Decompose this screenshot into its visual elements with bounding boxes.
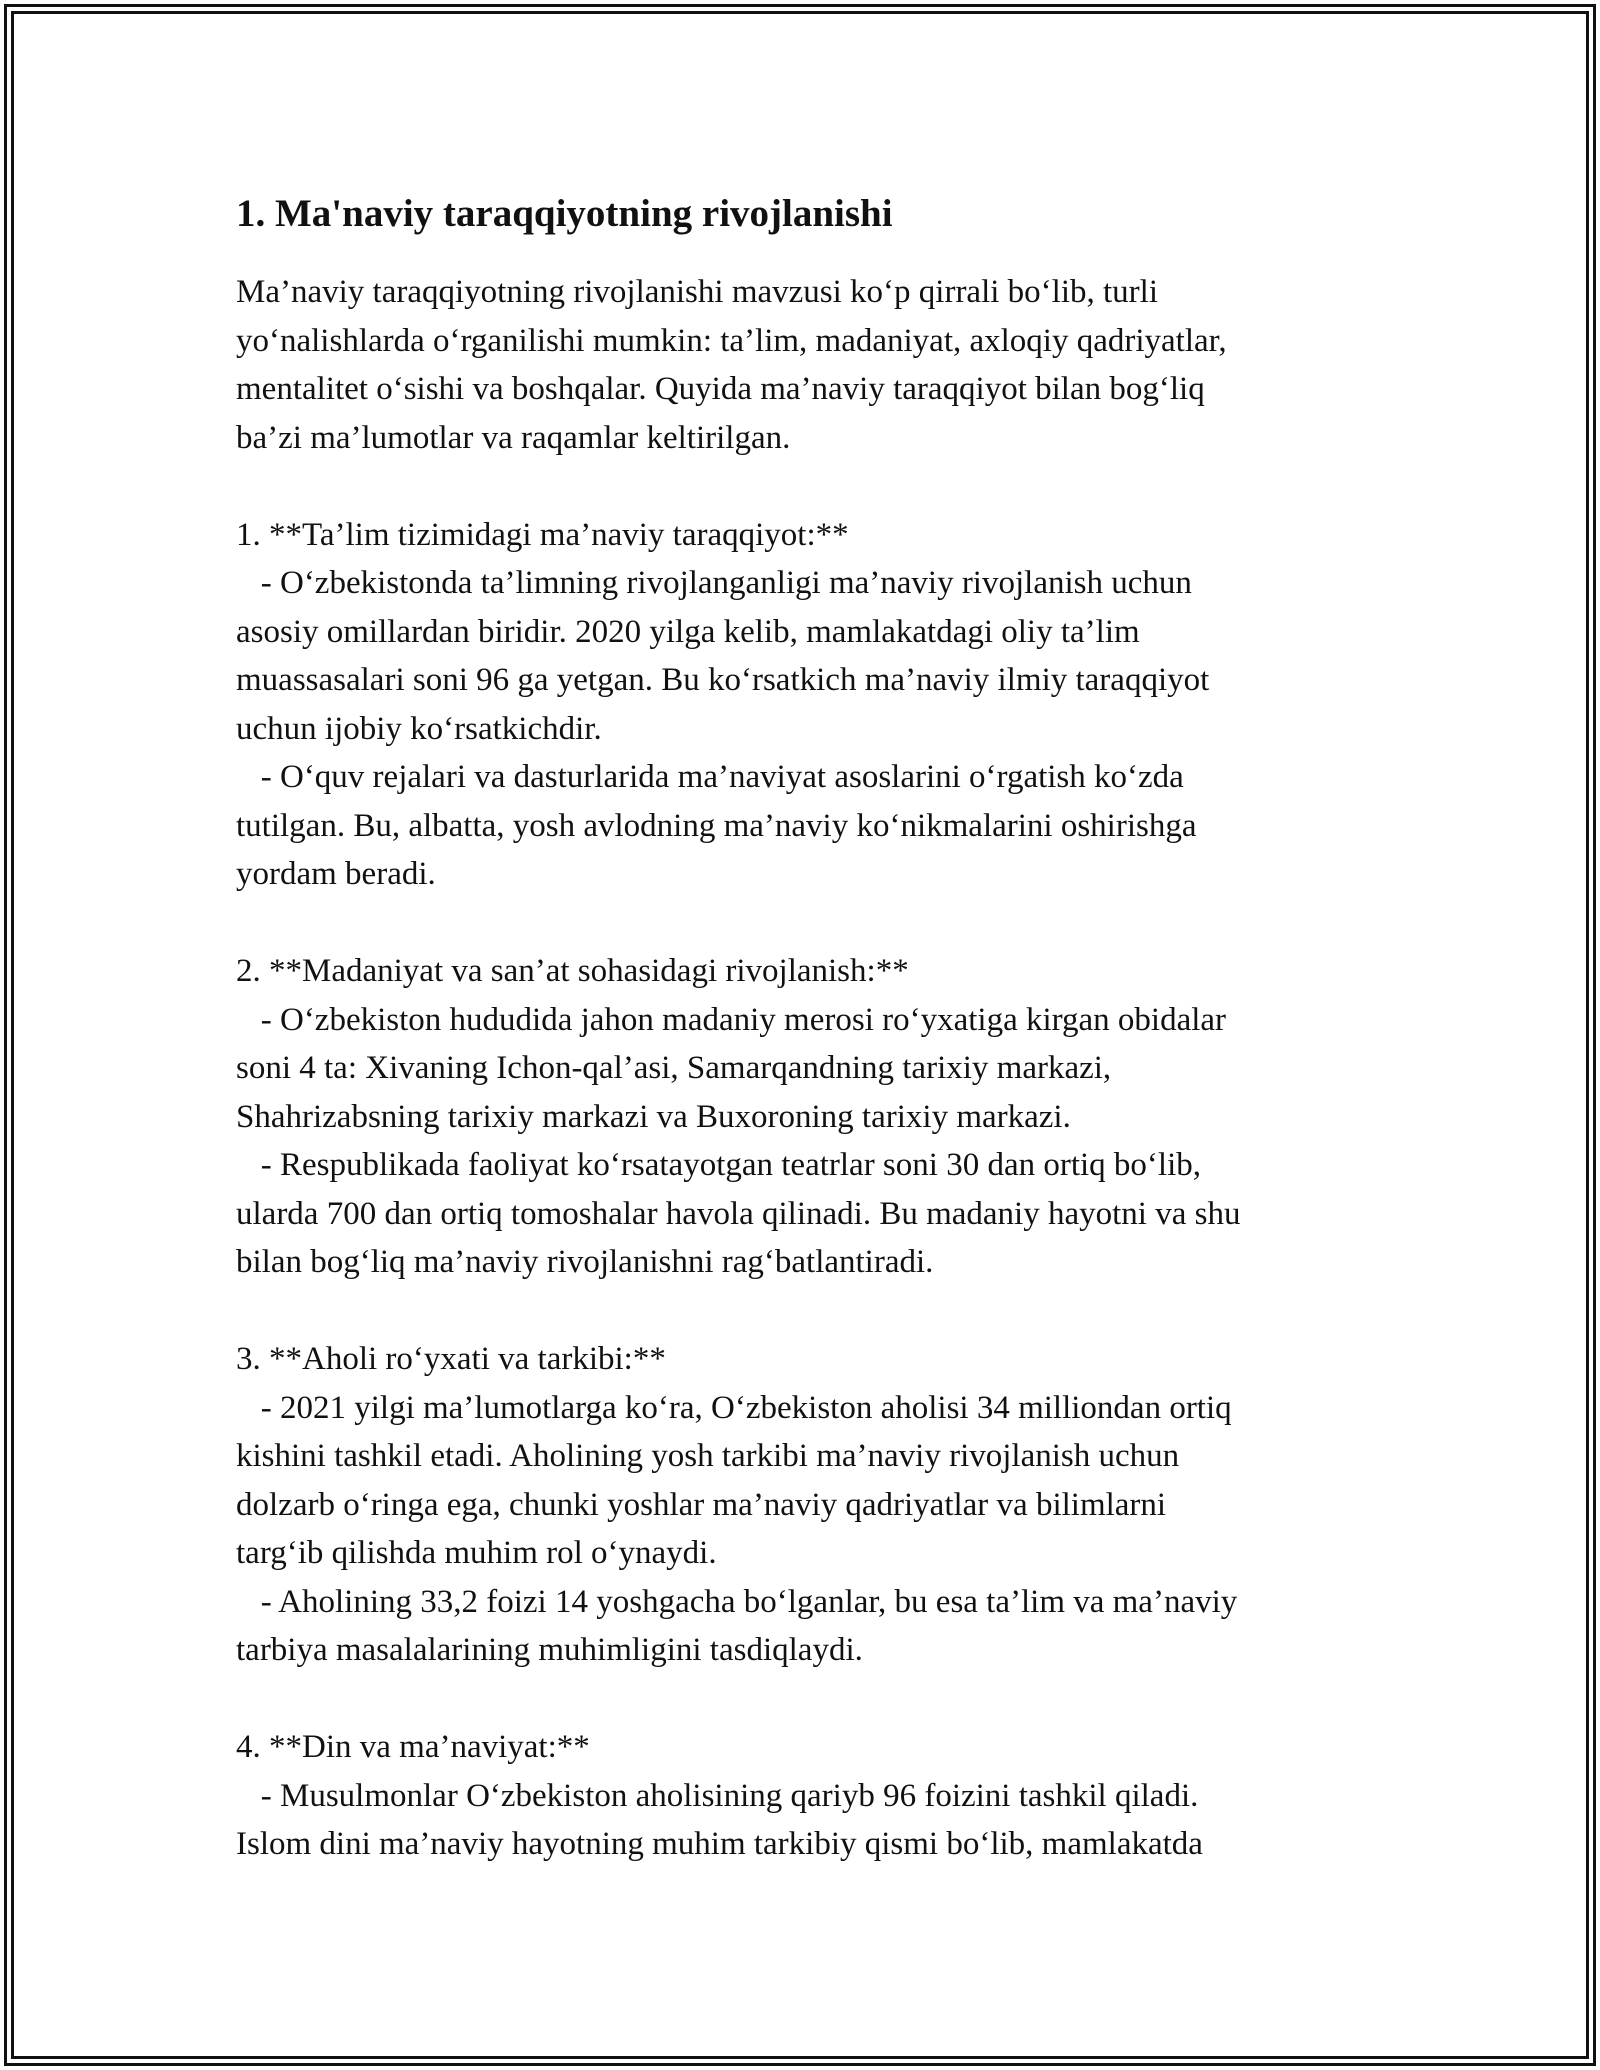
list-item-title: 1. **Ta’lim tizimidagi ma’naviy taraqqiyot:** [236, 516, 849, 553]
text-line: - O‘zbekiston hududida jahon madaniy merosi ro‘yxatiga kirgan obidalar [236, 1001, 1227, 1038]
text-line: muassasalari soni 96 ga yetgan. Bu ko‘rsatkich ma’naviy ilmiy taraqqiyot [236, 662, 1210, 698]
text-line: asosiy omillardan biridir. 2020 yilga kelib, mamlakatdagi oliy ta’lim [236, 613, 1140, 650]
text-line: kishini tashkil etadi. Aholining yosh tarkibi ma’naviy rivojlanish uchun [236, 1438, 1180, 1474]
text-line: ba’zi ma’lumotlar va raqamlar keltirilgan. [236, 419, 791, 456]
paragraph-gap [236, 1287, 1376, 1336]
text-line: - Respublikada faoliyat ko‘rsatayotgan teatrlar soni 30 dan ortiq bo‘lib, [236, 1147, 1201, 1183]
paragraph-gap [236, 1675, 1376, 1724]
paragraph-gap [236, 462, 1376, 511]
section-population [236, 1335, 1376, 1675]
text-line: yordam beradi. [236, 856, 436, 892]
text-line: tutilgan. Bu, albatta, yosh avlodning ma’naviy ko‘nikmalarini oshirishga [236, 807, 1197, 844]
section-education [236, 511, 1376, 899]
list-item-title: 2. **Madaniyat va san’at sohasidagi rivojlanish:** [236, 953, 909, 989]
intro-paragraph [236, 268, 1376, 462]
text-line: - O‘quv rejalari va dasturlarida ma’naviyat asoslarini o‘rgatish ko‘zda [236, 759, 1184, 795]
text-line: ularda 700 dan ortiq tomoshalar havola qilinadi. Bu madaniy hayotni va shu [236, 1195, 1241, 1232]
text-line: - O‘zbekistonda ta’limning rivojlanganligi ma’naviy rivojlanish uchun [236, 565, 1192, 601]
text-line: - 2021 yilgi ma’lumotlarga ko‘ra, O‘zbekiston aholisi 34 milliondan ortiq [236, 1389, 1232, 1426]
text-line: Shahrizabsning tarixiy markazi va Buxoroning tarixiy markazi. [236, 1098, 1071, 1135]
list-item-title: 3. **Aholi ro‘yxati va tarkibi:** [236, 1341, 666, 1377]
text-line: mentalitet o‘sishi va boshqalar. Quyida ma’naviy taraqqiyot bilan bog‘liq [236, 371, 1205, 407]
text-line: - Aholining 33,2 foizi 14 yoshgacha bo‘lganlar, bu esa ta’lim va ma’naviy [236, 1583, 1238, 1620]
section-culture [236, 947, 1376, 1287]
text-line: bilan bog‘liq ma’naviy rivojlanishni rag‘batlantiradi. [236, 1244, 934, 1280]
text-line: uchun ijobiy ko‘rsatkichdir. [236, 710, 602, 747]
list-item-title: 4. **Din va ma’naviyat:** [236, 1729, 590, 1765]
text-line: Islom dini ma’naviy hayotning muhim tarkibiy qismi bo‘lib, mamlakatda [236, 1826, 1203, 1862]
paragraph-gap [236, 899, 1376, 948]
text-line: dolzarb o‘ringa ega, chunki yoshlar ma’naviy qadriyatlar va bilimlarni [236, 1486, 1167, 1523]
text-line: targ‘ib qilishda muhim rol o‘ynaydi. [236, 1535, 717, 1571]
text-line: - Musulmonlar O‘zbekiston aholisining qariyb 96 foizini tashkil qiladi. [236, 1777, 1199, 1814]
section-religion [236, 1723, 1376, 1869]
text-line: soni 4 ta: Xivaning Ichon-qal’asi, Samarqandning tarixiy markazi, [236, 1050, 1112, 1086]
document-body [236, 188, 1376, 1869]
text-line: yo‘nalishlarda o‘rganilishi mumkin: ta’lim, madaniyat, axloqiy qadriyatlar, [236, 322, 1227, 359]
text-line: tarbiya masalalarining muhimligini tasdiqlaydi. [236, 1632, 863, 1668]
text-line: Ma’naviy taraqqiyotning rivojlanishi mavzusi ko‘p qirrali bo‘lib, turli [236, 274, 1158, 310]
section-heading: 1. Ma'naviy taraqqiyotning rivojlanishi [236, 192, 893, 235]
